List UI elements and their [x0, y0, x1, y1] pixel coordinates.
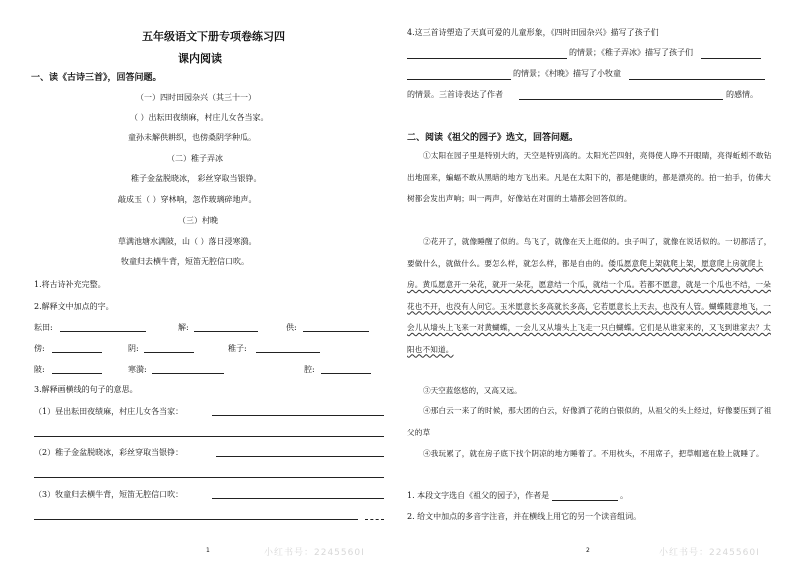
label-bei: 陂: — [34, 365, 45, 374]
label-hanyi: 寒漪: — [128, 365, 147, 374]
right-page — [397, 0, 794, 561]
poem-1-title: （一）四时田园杂兴（其三十一） — [136, 93, 256, 102]
passage-paragraph-2-plain: ②花开了，就像睡醒了似的。鸟飞了，就像在天上逛似的。虫子叫了，就像在说话似的。一切都活了，要做什么，就做什么。要怎么样，就怎么样，都是自由的。 — [407, 237, 772, 268]
answer-line-3-2b[interactable] — [34, 477, 384, 478]
page-number-2: 2 — [586, 547, 590, 554]
worksheet-title: 五年级语文下册专项卷练习四 — [142, 30, 285, 43]
answer-line-3-3b[interactable] — [34, 519, 358, 520]
poem-2-line-2: 敲成玉（ ）穿林响，忽作玻璃碎地声。 — [118, 195, 257, 204]
question-4-line-1: 4.这三首诗塑造了天真可爱的儿童形象，《四时田园杂兴》描写了孩子们 — [407, 28, 659, 37]
label-bang: 傍: — [34, 344, 45, 353]
poem-1-line-2: 童孙未解供耕织，也傍桑阴学种瓜。 — [128, 133, 256, 142]
poem-1-line-1: （ ）出耘田夜绩麻，村庄儿女各当家。 — [130, 113, 269, 122]
answer-line-bei[interactable] — [52, 373, 102, 374]
answer-line-3-3c[interactable] — [365, 519, 384, 520]
label-jie: 解: — [178, 323, 189, 332]
poem-2-line-1: 稚子金盆脱晓冰， 彩丝穿取当银铮。 — [131, 174, 262, 183]
answer-line-4-2[interactable] — [701, 58, 761, 59]
poem-3-title: （三）村晚 — [178, 216, 218, 225]
page-number-1: 1 — [206, 547, 210, 554]
answer-line-yin[interactable] — [144, 352, 194, 353]
section-1-heading: 一、读《古诗三首》，回答问题。 — [31, 73, 162, 83]
question-3-3: （3）牧童归去横牛背，短笛无腔信口吹： — [34, 490, 184, 499]
answer-line-3-1b[interactable] — [34, 436, 384, 437]
label-yuntian: 耘田: — [34, 323, 53, 332]
answer-line-4-3[interactable] — [407, 79, 511, 80]
answer-line-qiang[interactable] — [321, 373, 371, 374]
poem-2-title: （二）稚子弄冰 — [167, 154, 223, 163]
passage-paragraph-1: ①太阳在园子里是特别大的，天空是特别高的。太阳光芒四射，亮得使人睁不开眼睛，亮得蚯蚓不敢钻出地面来，蝙蝠不敢从黑暗的地方飞出来。凡是在太阳下的，都是健康的，都是漂亮的。拍一拍手，仿佛大树都会发出声响；叫一两声，好像站在对面的土墙都会回答似的。 — [407, 151, 772, 203]
answer-line-3-3a[interactable] — [212, 498, 384, 499]
answer-line-4-4[interactable] — [629, 79, 765, 80]
answer-line-4-5[interactable] — [519, 99, 723, 100]
passage-paragraph-2-wavy: 倭瓜愿意爬上架就爬上架，愿意爬上房就爬上房。黄瓜愿意开一朵花，就开一朵花，愿意结一个瓜，就结一个瓜。若都不愿意，就是一个瓜也不结，一朵花也不开，也没有人问它。玉米愿意长多高就长多高，它若愿意长上天去，也没有人管。蝴蝶随意地飞，一会儿从墙头上飞来一对黄蝴蝶，一会儿又从墙头上飞走一只白蝴蝶。它们是从谁家来的，又飞到谁家去？太阳也不知道。 — [407, 258, 771, 354]
watermark-right: 小红书号：2245560I — [659, 548, 760, 558]
passage-question-1: 1. 本段文字选自《祖父的园子》，作者是 — [407, 491, 550, 500]
answer-line-zhizi[interactable] — [256, 352, 320, 353]
question-4-line-4b: 的感情。 — [726, 90, 758, 99]
question-4-line-3: 的情景；《村晚》描写了小牧童 — [513, 69, 621, 78]
answer-line-4-1[interactable] — [407, 58, 567, 59]
passage-paragraph-2 — [407, 231, 772, 360]
answer-line-hanyi[interactable] — [152, 373, 224, 374]
label-zhizi: 稚子: — [228, 344, 247, 353]
answer-line-bang[interactable] — [52, 352, 102, 353]
question-3-2: （2）稚子金盆脱晓冰，彩丝穿取当银铮： — [34, 448, 184, 457]
watermark-left: 小红书号：2245560I — [264, 548, 365, 558]
question-3-1: （1）昼出耘田夜绩麻，村庄儿女各当家： — [34, 407, 184, 416]
poem-3-line-1: 草满池塘水满陂，山（ ）落日浸寒漪。 — [118, 237, 257, 246]
answer-line-gong[interactable] — [303, 331, 369, 332]
answer-line-yuntian[interactable] — [60, 331, 146, 332]
answer-line-3-2a[interactable] — [216, 456, 384, 457]
label-gong: 供: — [286, 323, 297, 332]
question-4-line-4a: 的情景。三首诗表达了作者 — [407, 90, 503, 99]
section-2-heading: 二、阅读《祖父的园子》选文，回答问题。 — [407, 133, 579, 143]
passage-question-1-end: 。 — [620, 491, 628, 500]
passage-paragraph-4: ④我玩累了，就在房子底下找个阴凉的地方睡着了。不用枕头，不用席子，把草帽遮在脸上就睡了。 — [423, 449, 764, 458]
question-3: 3.解释画横线的句子的意思。 — [34, 385, 138, 394]
question-2: 2.解释文中加点的字。 — [34, 302, 114, 311]
answer-line-author[interactable] — [552, 500, 618, 501]
question-4-line-2: 的情景；《稚子弄冰》描写了孩子们 — [569, 48, 693, 57]
passage-paragraph-cont: ④那白云一来了的时候，那大团的白云，好像洒了花的白银似的，从祖父的头上经过，好像要压到了祖父的草 — [407, 406, 772, 437]
label-yin: 阴: — [128, 344, 139, 353]
answer-line-jie[interactable] — [194, 331, 258, 332]
worksheet-subtitle: 课内阅读 — [178, 52, 222, 65]
label-qiang: 腔: — [304, 365, 315, 374]
passage-question-2: 2. 给文中加点的多音字注音，并在横线上用它的另一个读音组词。 — [407, 512, 642, 521]
passage-paragraph-3: ③天空蓝悠悠的，又高又远。 — [423, 386, 522, 395]
poem-3-line-2: 牧童归去横牛背，短笛无腔信口吹。 — [121, 257, 249, 266]
answer-line-3-1a[interactable] — [212, 415, 384, 416]
question-1: 1.将古诗补充完整。 — [34, 280, 106, 289]
